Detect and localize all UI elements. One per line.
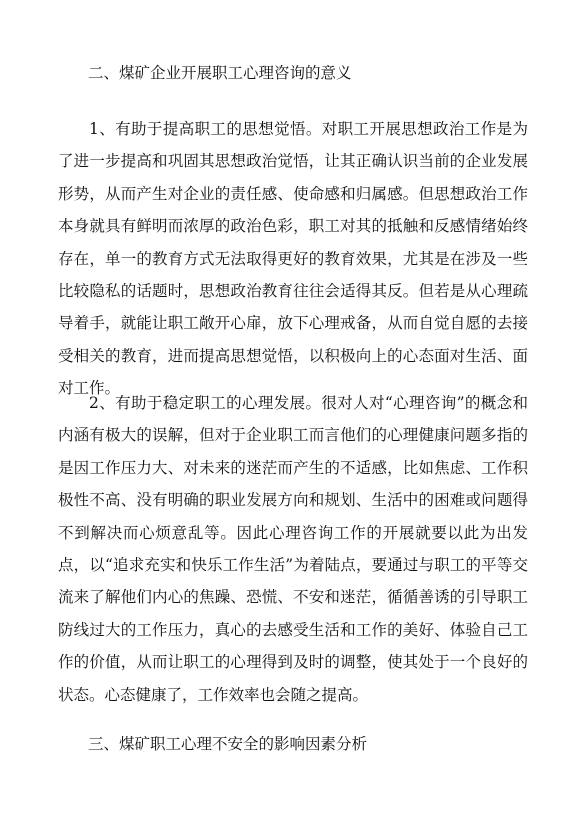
paragraph-ideological-awareness: 1、有助于提高职工的思想觉悟。对职工开展思想政治工作是为了进一步提高和巩固其思想政治觉悟，让其正确认识当前的企业发展形势，从而产生对企业的责任感、使命感和归属感。但思想政治工作本身就具有鲜明而浓厚的政治色彩，职工对其的抵触和反感情绪始终存在，单一的教育方式无法取得更好的教育效果，尤其是在涉及一些比较隐私的话题时，思想政治教育往往会适得其反。但若是从心理疏导着手，就能让职工敞开心扉，放下心理戒备，从而自觉自愿的去接受相关的教育，进而提高思想觉悟，以积极向上的心态面对生活、面对工作。 [58, 120, 528, 398]
section-heading-significance: 二、煤矿企业开展职工心理咨询的意义 [88, 64, 352, 82]
paragraph-psychological-stability: 2、有助于稳定职工的心理发展。很对人对“心理咨询”的概念和内涵有极大的误解，但对于企业职工而言他们的心理健康问题多指的是因工作压力大、对未来的迷茫而产生的不适感，比如焦虑、工作积极性不高、没有明确的职业发展方向和规划、生活中的困难或问题得不到解决而心烦意乱等。因此心理咨询工作的开展就要以此为出发点，以“追求充实和快乐工作生活”为着陆点，要通过与职工的平等交流来了解他们内心的焦躁、恐慌、不安和迷茫，循循善诱的引导职工防线过大的工作压力，真心的去感受生活和工作的美好、体验自己工作的价值，从而让职工的心理得到及时的调整，使其处于一个良好的状态。心态健康了，工作效率也会随之提高。 [58, 394, 528, 704]
section-heading-influencing-factors: 三、煤矿职工心理不安全的影响因素分析 [88, 735, 368, 753]
